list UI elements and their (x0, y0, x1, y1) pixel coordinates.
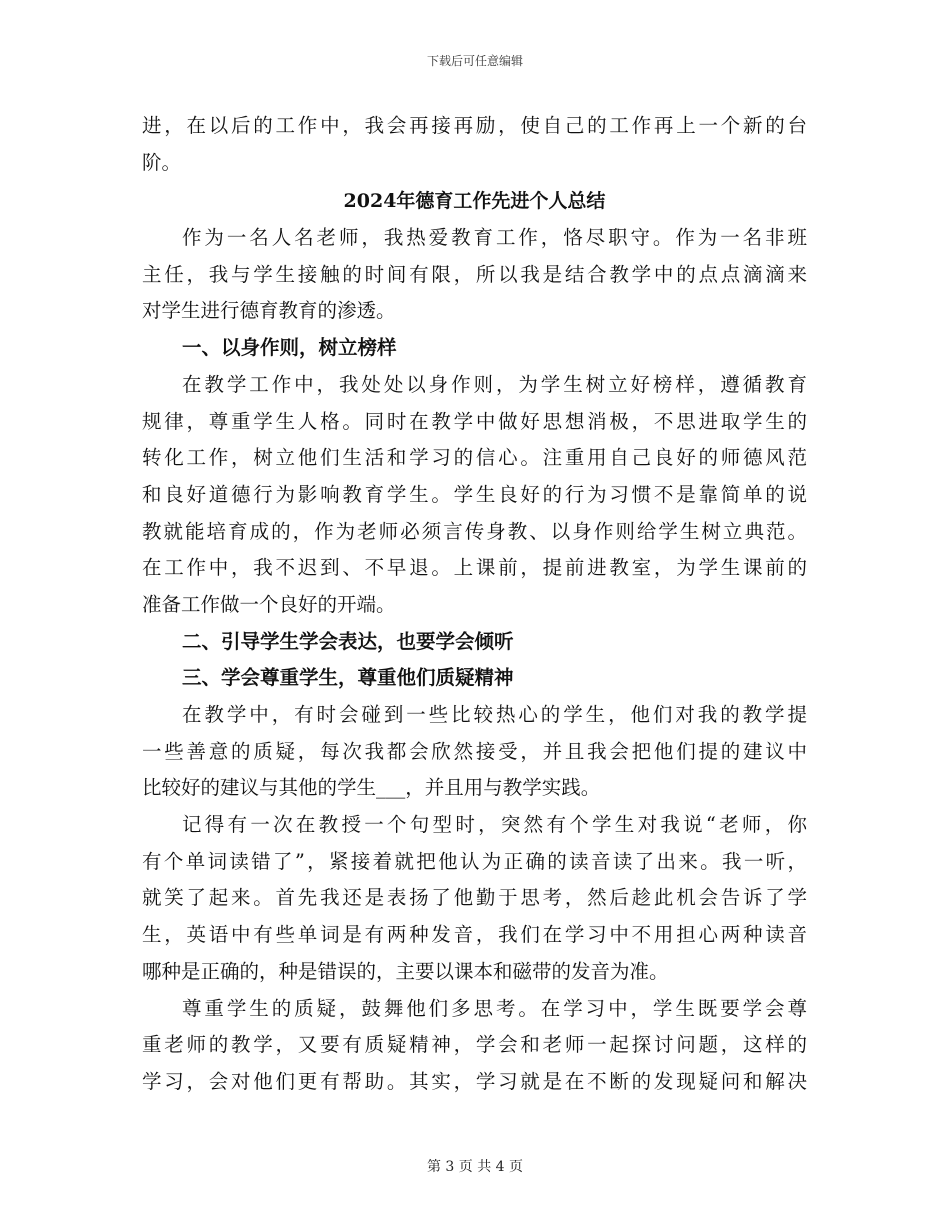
section-2-heading: 二、引导学生学会表达，也要学会倾听 (182, 629, 514, 653)
section-3-p2-line-2: 有个单词读错了”，紧接着就把他认为正确的读音读了出来。我一听， (142, 849, 807, 873)
section-1-line-5: 教就能培育成的，作为老师必须言传身教、以身作则给学生树立典范。 (142, 519, 807, 543)
section-1-line-6: 在工作中，我不迟到、不早退。上课前，提前进教室，为学生课前的 (142, 556, 807, 580)
page-number-footer: 第 3 页 共 4 页 (426, 1159, 524, 1175)
continuation-line-1: 进，在以后的工作中，我会再接再励，使自己的工作再上一个新的台 (142, 114, 807, 137)
section-3-p2-line-3: 就笑了起来。首先我还是表扬了他勤于思考，然后趁此机会告诉了学 (142, 886, 807, 910)
intro-line-1: 作为一名人名老师，我热爱教育工作，恪尽职守。作为一名非班 (182, 226, 807, 250)
continuation-line-2: 阶。 (142, 150, 182, 174)
intro-line-2: 主任，我与学生接触的时间有限，所以我是结合教学中的点点滴滴来 (142, 262, 807, 286)
section-3-p3-line-3: 学习，会对他们更有帮助。其实，学习就是在不断的发现疑问和解决 (142, 1069, 807, 1093)
section-3-p1-line-1: 在教学中，有时会碰到一些比较热心的学生，他们对我的教学提 (182, 703, 807, 726)
section-1-heading: 一、以身作则，树立榜样 (182, 336, 397, 360)
section-1-line-2: 规律，尊重学生人格。同时在教学中做好思想消极，不思进取学生的 (142, 409, 807, 433)
section-3-p3-line-2: 重老师的教学，又要有质疑精神，学会和老师一起探讨问题，这样的 (142, 1033, 807, 1057)
document-body (142, 108, 807, 1101)
page-header-note: 下载后可任意编辑 (426, 54, 523, 68)
section-1-line-7: 准备工作做一个良好的开端。 (142, 592, 396, 616)
section-1-line-3: 转化工作，树立他们生活和学习的信心。注重用自己良好的师德风范 (142, 446, 807, 470)
document-title: 2024年德育工作先进个人总结 (343, 190, 606, 213)
section-3-p2-line-1: 记得有一次在教授一个句型时，突然有个学生对我说“老师，你 (182, 813, 807, 837)
section-3-p3-line-1: 尊重学生的质疑，鼓舞他们多思考。在学习中，学生既要学会尊 (182, 996, 807, 1020)
section-1-line-1: 在教学工作中，我处处以身作则，为学生树立好榜样，遵循教育 (182, 372, 807, 396)
section-3-p1-line-3: 比较好的建议与其他的学生___，并且用与教学实践。 (142, 776, 601, 800)
intro-line-3: 对学生进行德育教育的渗透。 (142, 299, 396, 323)
section-3-p2-line-4: 生，英语中有些单词是有两种发音，我们在学习中不用担心两种读音 (142, 923, 807, 947)
section-1-line-4: 和良好道德行为影响教育学生。学生良好的行为习惯不是靠简单的说 (142, 482, 807, 506)
section-3-heading: 三、学会尊重学生，尊重他们质疑精神 (182, 666, 514, 690)
section-3-p1-line-2: 一些善意的质疑，每次我都会欣然接受，并且我会把他们提的建议中 (142, 739, 807, 763)
section-3-p2-line-5: 哪种是正确的，种是错误的，主要以课本和磁带的发音为准。 (142, 959, 669, 983)
